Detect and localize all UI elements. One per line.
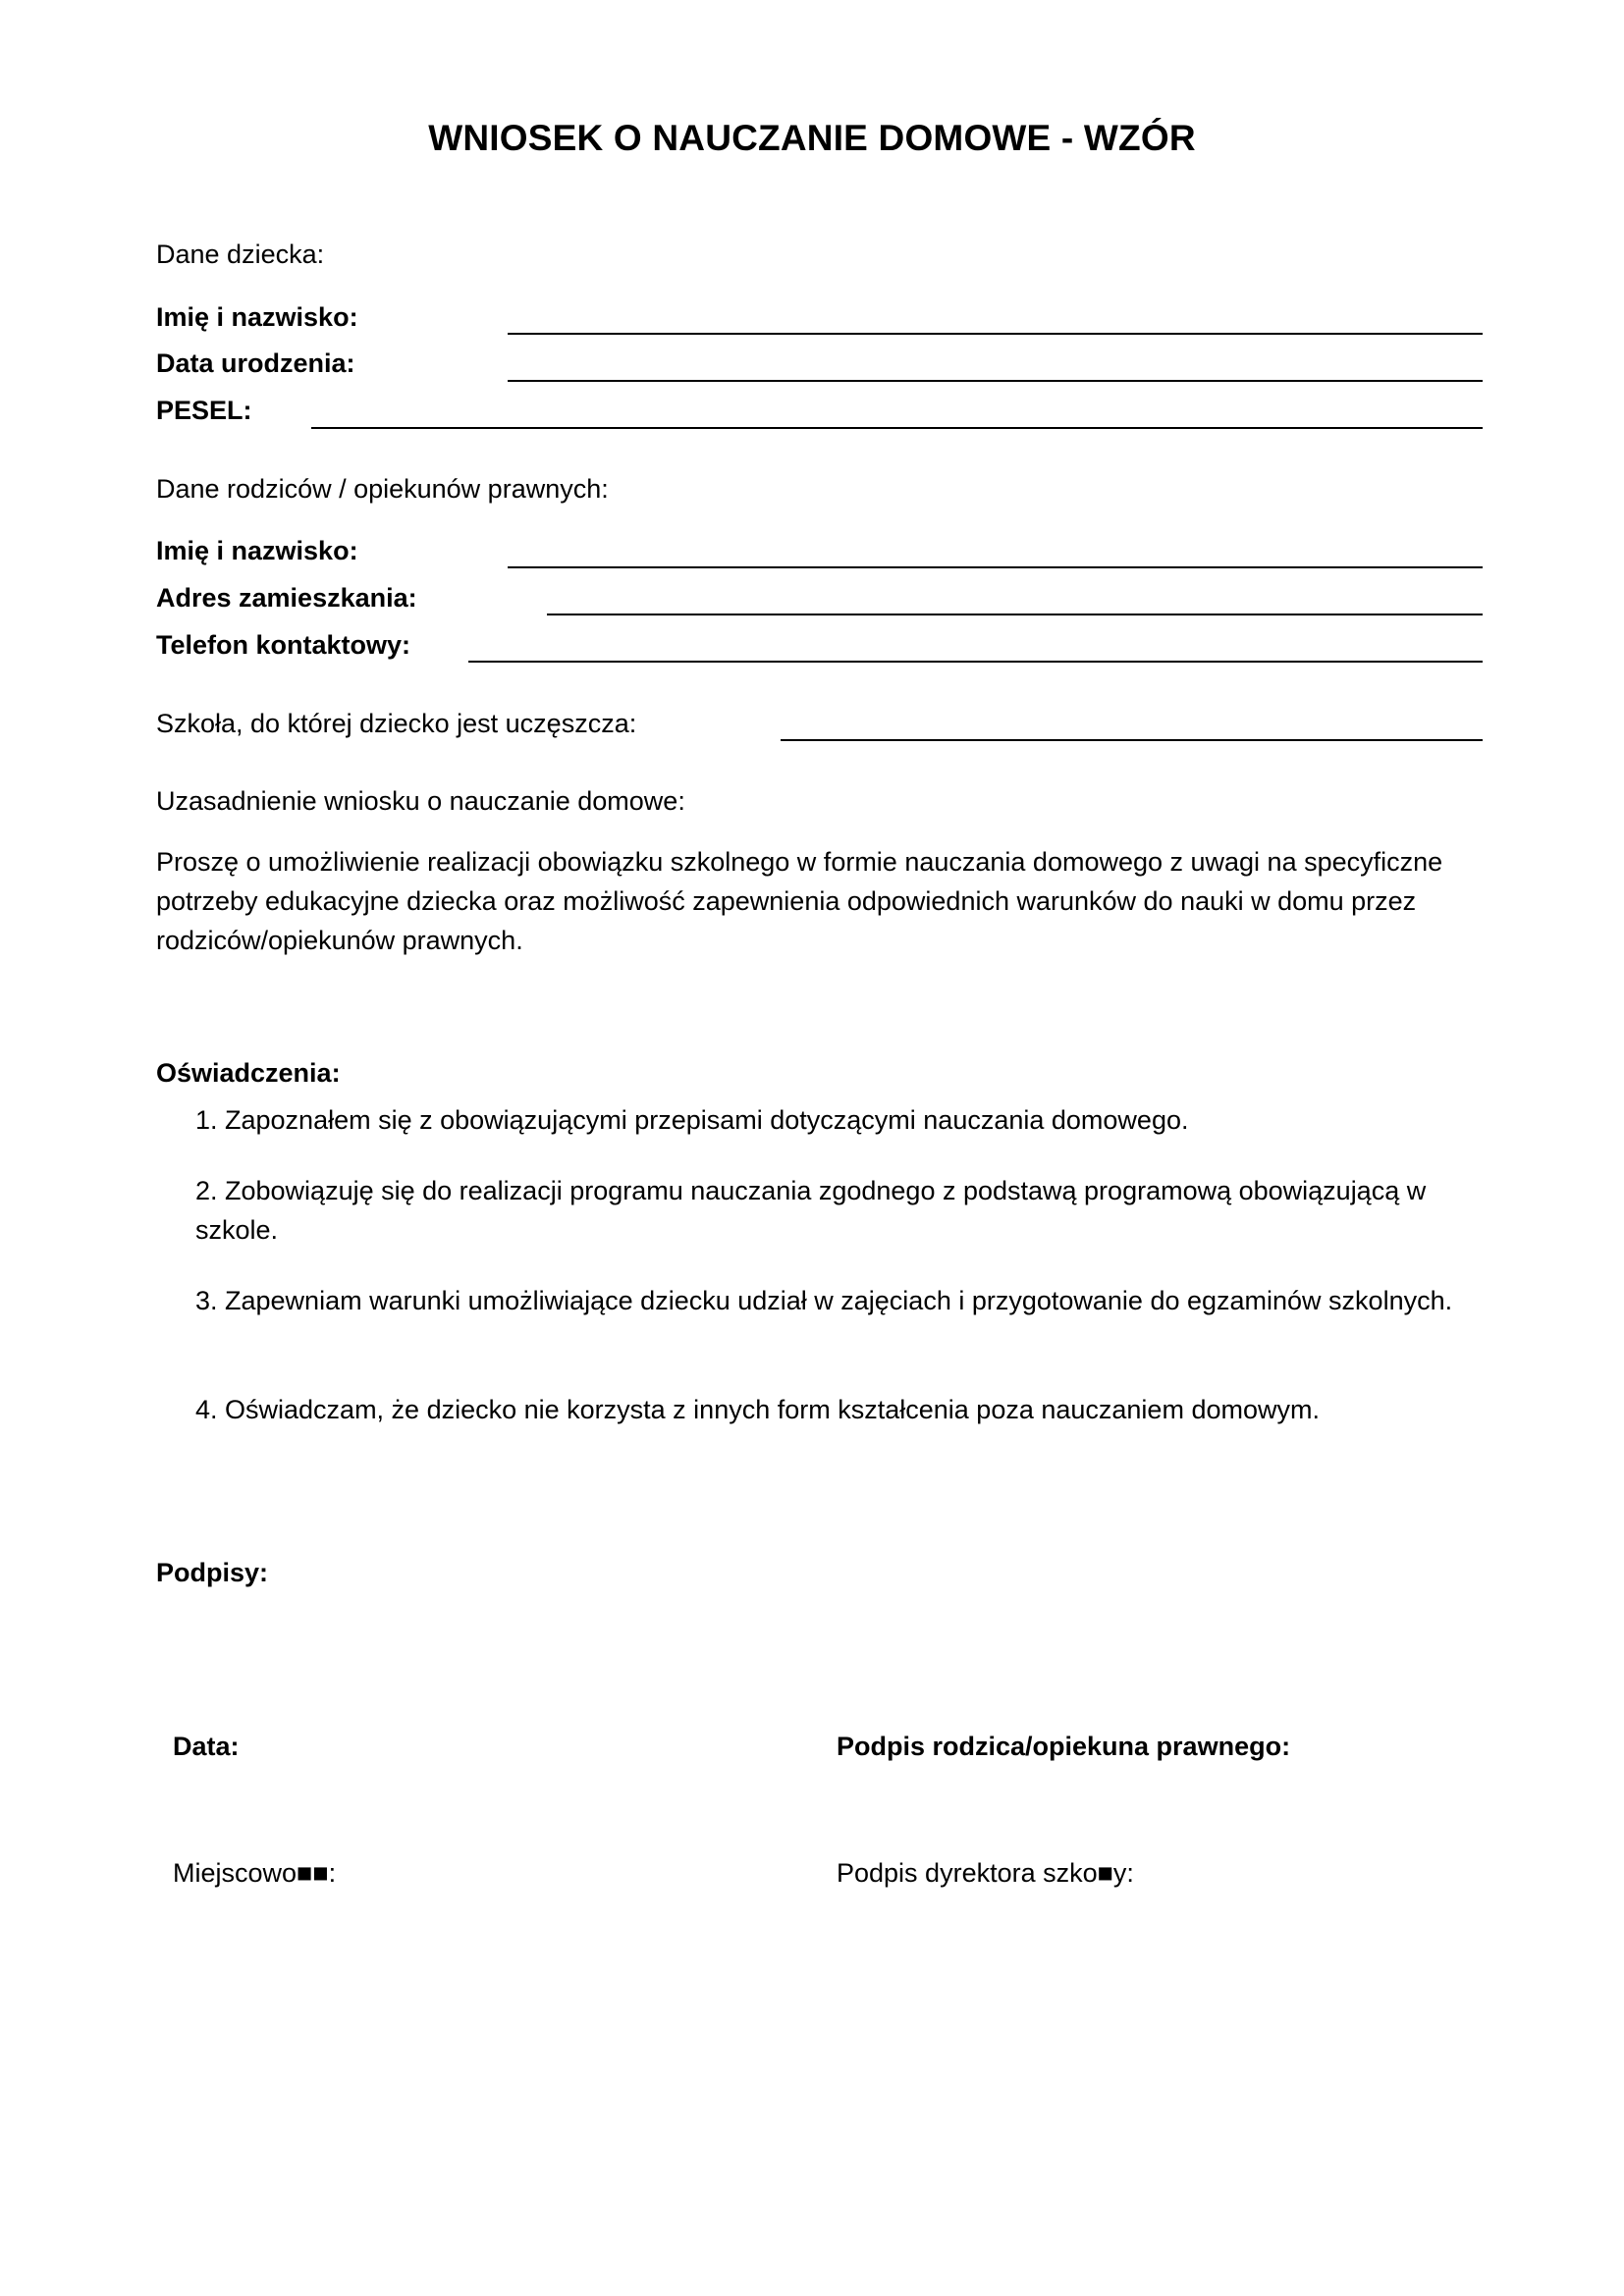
child-birth-date-label: Data urodzenia: [156, 348, 355, 378]
child-birth-date-field[interactable] [508, 380, 1483, 382]
parent-phone-field[interactable] [468, 661, 1483, 663]
justification-heading: Uzasadnienie wniosku o nauczanie domowe: [156, 786, 685, 816]
declaration-item: 2. Zobowiązuję się do realizacji programu nauczania zgodnego z podstawą programową obowiązującą w szkole. [195, 1176, 1427, 1245]
declaration-item: 3. Zapewniam warunki umożliwiające dziecku udział w zajęciach i przygotowanie do egzaminów szkolnych. [195, 1286, 1453, 1315]
parent-signature-label: Podpis rodzica/opiekuna prawnego: [837, 1732, 1291, 1761]
child-name-label: Imię i nazwisko: [156, 302, 358, 332]
child-pesel-field[interactable] [311, 427, 1483, 429]
declaration-item: 4. Oświadczam, że dziecko nie korzysta z innych form kształcenia poza nauczaniem domowym. [195, 1395, 1320, 1424]
parent-address-label: Adres zamieszkania: [156, 583, 417, 613]
parent-name-label: Imię i nazwisko: [156, 536, 358, 565]
director-signature-label: Podpis dyrektora szko■y: [837, 1858, 1134, 1888]
document-title: WNIOSEK O NAUCZANIE DOMOWE - WZÓR [428, 118, 1196, 158]
signatures-heading: Podpisy: [156, 1558, 269, 1587]
parent-name-field[interactable] [508, 566, 1483, 568]
parent-phone-label: Telefon kontaktowy: [156, 630, 411, 660]
child-name-field[interactable] [508, 333, 1483, 335]
school-field[interactable] [781, 739, 1483, 741]
declarations-heading: Oświadczenia: [156, 1058, 341, 1088]
parent-address-field[interactable] [547, 614, 1483, 615]
parents-section-heading: Dane rodziców / opiekunów prawnych: [156, 474, 609, 504]
date-label: Data: [173, 1732, 240, 1761]
school-label: Szkoła, do której dziecko jest uczęszcza: [156, 709, 637, 738]
declaration-item: 1. Zapoznałem się z obowiązującymi przepisami dotyczącymi nauczania domowego. [195, 1105, 1189, 1135]
justification-text: Proszę o umożliwienie realizacji obowiązku szkolnego w formie nauczania domowego z uwagi na specyficzne potrzeby edukacyjne dziecka oraz możliwość zapewnienia odpowiednich warunków do nauki w domu przez rodziców/opiekunów prawnych. [156, 847, 1443, 955]
child-section-heading: Dane dziecka: [156, 240, 325, 269]
place-label: Miejscowo■■: [173, 1858, 337, 1888]
child-pesel-label: PESEL: [156, 396, 252, 425]
